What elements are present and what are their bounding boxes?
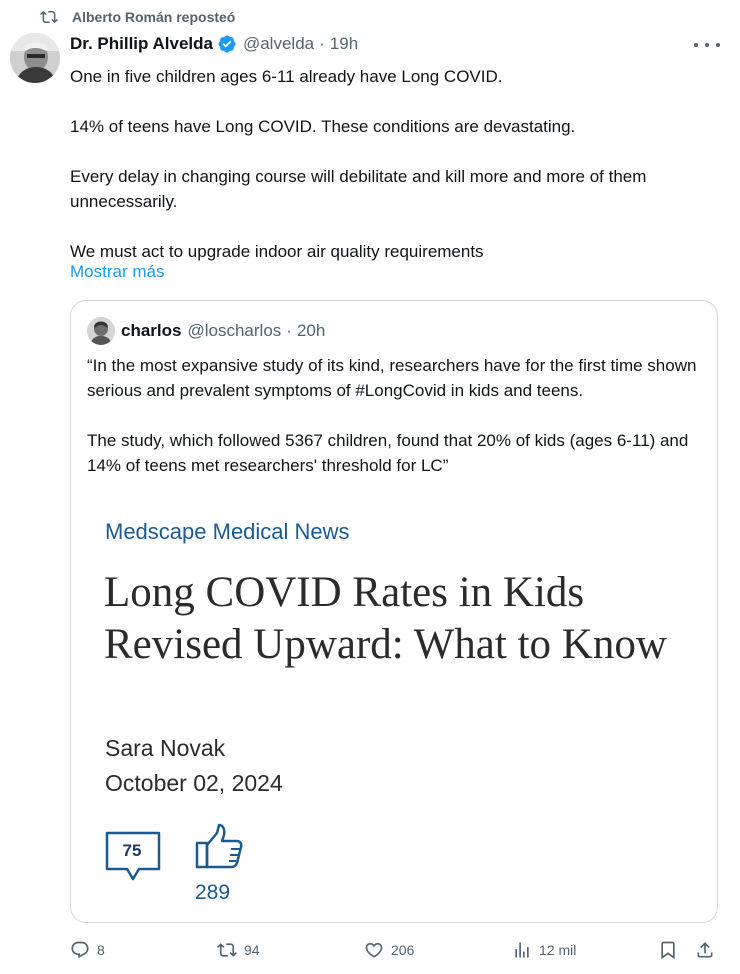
tweet-paragraph: Every delay in changing course will debilitate and kill more and more of them unnecessarily. bbox=[70, 167, 647, 211]
reply-button[interactable] bbox=[70, 940, 105, 960]
repost-button[interactable] bbox=[217, 940, 260, 960]
reply-icon bbox=[70, 940, 90, 960]
tweet-paragraph: We must act to upgrade indoor air quality requirements bbox=[70, 242, 484, 261]
views-count: 12 mil bbox=[539, 942, 577, 958]
media-headline: Long COVID Rates in Kids Revised Upward: What to Know bbox=[104, 569, 667, 668]
quote-time[interactable]: 20h bbox=[296, 321, 326, 340]
tweet-time[interactable]: 19h bbox=[329, 34, 359, 53]
author-handle[interactable]: @alvelda bbox=[242, 34, 315, 53]
quote-author-name[interactable]: charlos bbox=[121, 321, 182, 340]
quote-author-avatar[interactable] bbox=[87, 317, 115, 345]
repost-icon bbox=[40, 8, 58, 26]
quote-header bbox=[87, 317, 325, 345]
reply-count: 8 bbox=[97, 942, 105, 958]
quote-author-handle[interactable]: @loscharlos bbox=[187, 321, 282, 340]
author-name[interactable]: Dr. Phillip Alvelda bbox=[70, 34, 213, 53]
tweet-actions-bar bbox=[70, 940, 720, 962]
quote-text bbox=[87, 353, 705, 478]
quote-media-image[interactable] bbox=[71, 491, 717, 923]
views-button[interactable] bbox=[512, 940, 576, 960]
separator-dot: · bbox=[286, 321, 292, 340]
tweet-paragraph: One in five children ages 6-11 already have Long COVID. bbox=[70, 67, 503, 86]
quote-paragraph: The study, which followed 5367 children, found that 20% of kids (ages 6-11) and 14% of teens met researchers' threshold for LC” bbox=[87, 431, 689, 475]
more-options-icon[interactable] bbox=[694, 36, 720, 54]
verified-badge-icon bbox=[217, 34, 237, 54]
bookmark-button[interactable] bbox=[658, 940, 678, 960]
repost-icon bbox=[217, 940, 237, 960]
media-date: October 02, 2024 bbox=[105, 770, 283, 796]
media-likes-count: 289 bbox=[195, 881, 231, 904]
repost-indicator bbox=[40, 8, 235, 26]
share-icon bbox=[695, 940, 715, 960]
quote-paragraph: “In the most expansive study of its kind, researchers have for the first time shown serious and prevalent symptoms of #LongCovid in kids and teens. bbox=[87, 356, 697, 400]
media-comments-count: 75 bbox=[122, 841, 142, 860]
tweet-header bbox=[70, 34, 358, 54]
media-outlet-name: Medscape Medical News bbox=[105, 519, 350, 544]
analytics-icon bbox=[512, 940, 532, 960]
media-author: Sara Novak bbox=[105, 735, 226, 761]
share-button[interactable] bbox=[695, 940, 715, 960]
tweet-text bbox=[70, 64, 720, 264]
repost-label[interactable]: Alberto Román reposteó bbox=[72, 9, 236, 25]
show-more-link[interactable]: Mostrar más bbox=[70, 262, 165, 281]
repost-count: 94 bbox=[244, 942, 260, 958]
author-avatar[interactable] bbox=[10, 33, 60, 83]
like-count: 206 bbox=[391, 942, 415, 958]
bookmark-icon bbox=[658, 940, 678, 960]
heart-icon bbox=[364, 940, 384, 960]
quoted-tweet[interactable] bbox=[70, 300, 718, 923]
tweet-paragraph: 14% of teens have Long COVID. These conditions are devastating. bbox=[70, 117, 576, 136]
separator-dot: · bbox=[319, 34, 325, 53]
thumbs-up-icon bbox=[195, 823, 243, 869]
like-button[interactable] bbox=[364, 940, 414, 960]
